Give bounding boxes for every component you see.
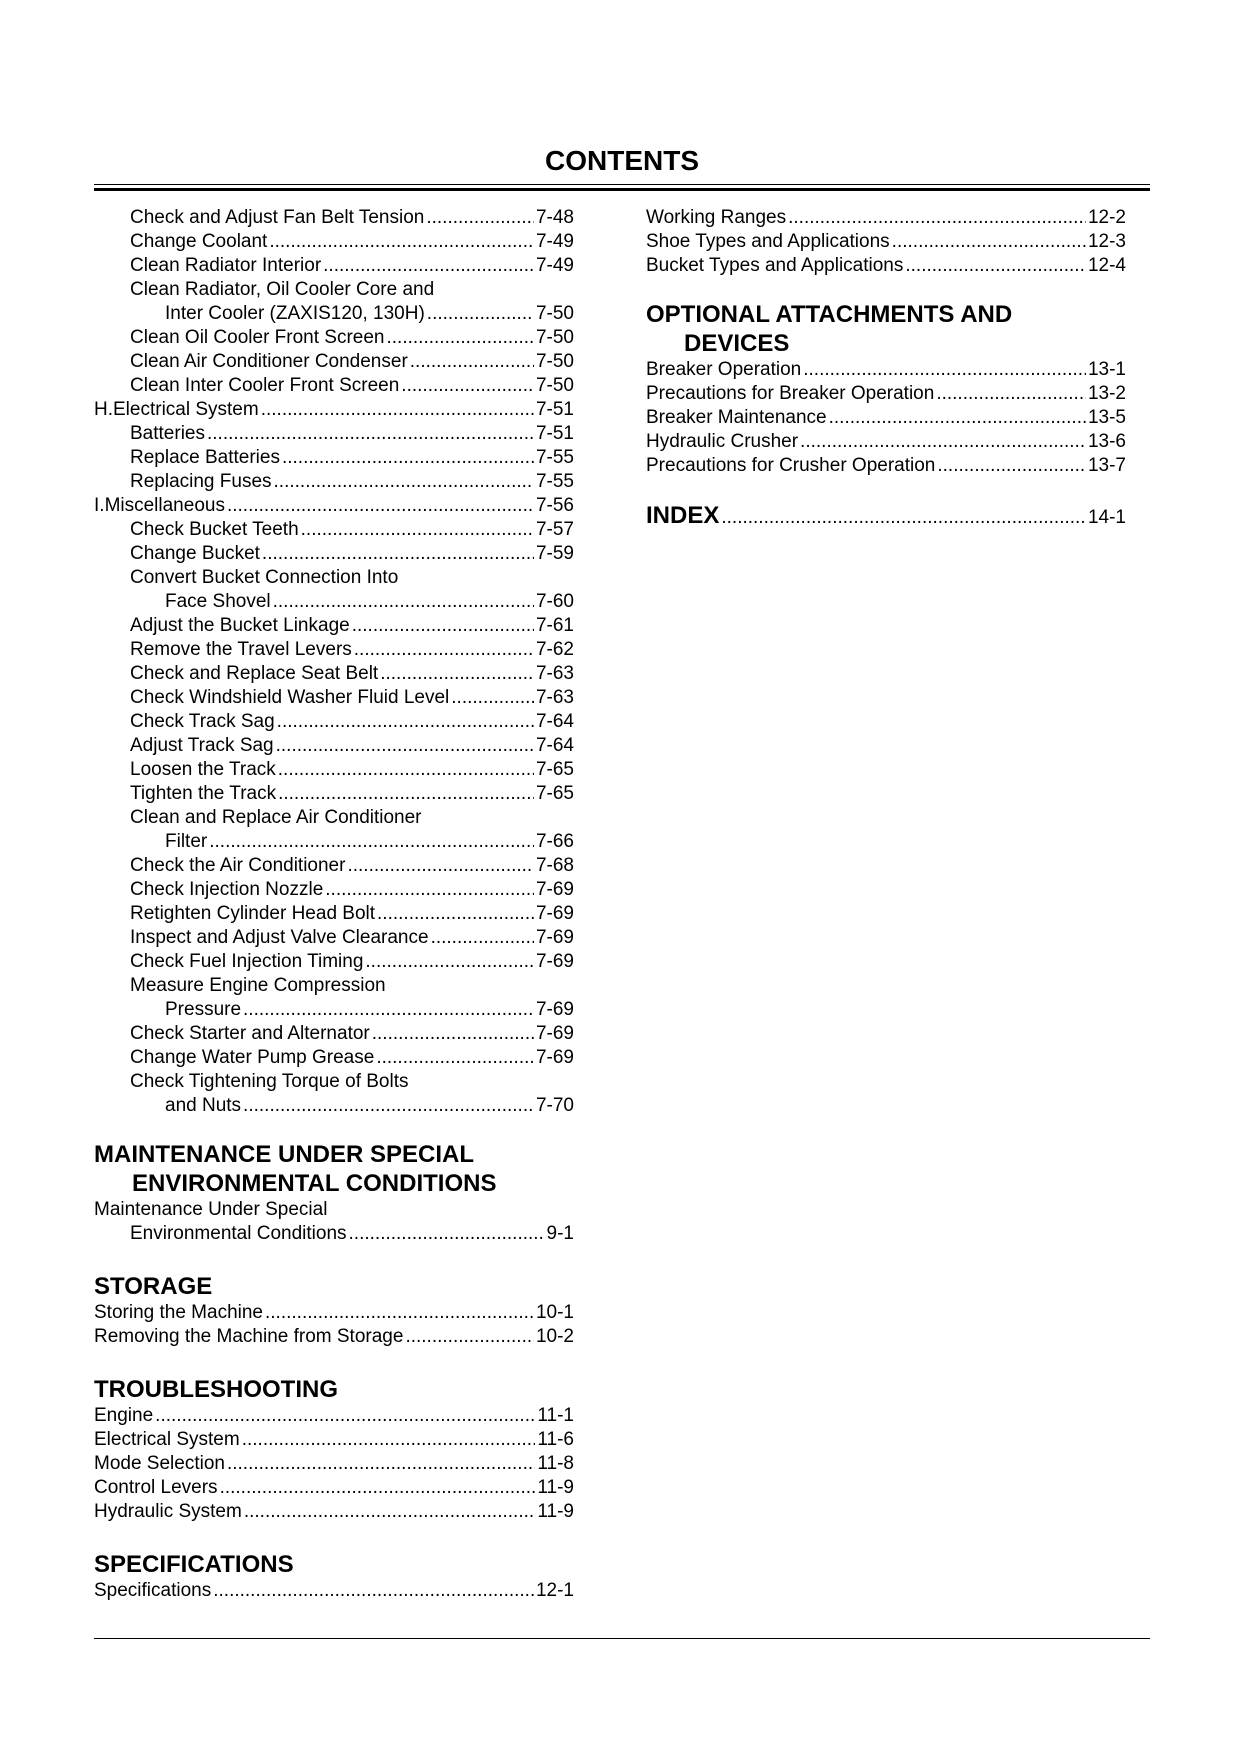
toc-page-number: 13-6	[1087, 431, 1126, 452]
dot-leader	[372, 1022, 534, 1046]
specifications-continued-entries	[646, 206, 1126, 278]
toc-entry[interactable]	[94, 854, 574, 878]
dot-leader	[244, 1500, 536, 1524]
toc-entry-text[interactable]: Clean Radiator, Oil Cooler Core and	[130, 279, 435, 300]
dot-leader	[354, 638, 534, 662]
dot-leader	[405, 1325, 534, 1349]
toc-entry[interactable]	[94, 998, 574, 1022]
toc-entry[interactable]	[94, 1325, 574, 1349]
toc-entry-label: Check Windshield Washer Fluid Level	[130, 687, 450, 708]
toc-entry[interactable]	[94, 422, 574, 446]
toc-page-number: 7-57	[535, 519, 574, 540]
toc-entry-text[interactable]: Measure Engine Compression	[130, 975, 386, 996]
toc-entry[interactable]	[94, 830, 574, 854]
bottom-rule	[94, 1638, 1150, 1639]
toc-page-number: 7-68	[535, 855, 574, 876]
toc-entry-label: Clean Inter Cooler Front Screen	[130, 375, 400, 396]
toc-entry-label: Pressure	[165, 999, 242, 1020]
toc-entry[interactable]	[94, 926, 574, 950]
dot-leader	[451, 686, 534, 710]
dot-leader	[278, 782, 534, 806]
toc-page-number: 7-69	[535, 903, 574, 924]
specifications-section	[94, 1550, 574, 1603]
dot-leader	[323, 254, 534, 278]
section-letter: H.	[94, 399, 113, 420]
toc-entry-text[interactable]: Convert Bucket Connection Into	[130, 567, 399, 588]
toc-page-number: 13-2	[1087, 383, 1126, 404]
toc-entry[interactable]	[646, 358, 1126, 382]
toc-entry[interactable]	[94, 1094, 574, 1118]
dot-leader	[262, 542, 534, 566]
toc-entry-label: Hydraulic System	[94, 1501, 242, 1522]
dot-leader	[347, 854, 534, 878]
toc-page-number: 7-66	[535, 831, 574, 852]
index-entry[interactable]	[646, 502, 1126, 532]
dot-leader	[282, 446, 534, 470]
dot-leader	[377, 902, 534, 926]
toc-entry-label: Change Coolant	[130, 231, 268, 252]
toc-page-number: 7-60	[535, 591, 574, 612]
left-column	[94, 206, 574, 1603]
toc-entry[interactable]	[94, 446, 574, 470]
dot-leader	[213, 1579, 534, 1603]
dot-leader	[721, 504, 1086, 532]
toc-entry-label: Face Shovel	[165, 591, 271, 612]
toc-entry-label: Working Ranges	[646, 207, 787, 228]
toc-entry[interactable]	[646, 206, 1126, 230]
page-title: CONTENTS	[545, 145, 699, 176]
toc-entry-label: Clean Radiator Interior	[130, 255, 322, 276]
toc-entry[interactable]	[94, 686, 574, 710]
dot-leader	[261, 398, 534, 422]
toc-page-number: 10-1	[535, 1302, 574, 1323]
toc-entry-label: and Nuts	[165, 1095, 242, 1116]
dot-leader	[220, 1476, 536, 1500]
top-rule-thin	[94, 184, 1150, 185]
dot-leader	[829, 406, 1086, 430]
toc-entry[interactable]	[94, 374, 574, 398]
dot-leader	[273, 590, 534, 614]
toc-entry-label: Clean Oil Cooler Front Screen	[130, 327, 385, 348]
toc-entry[interactable]	[94, 758, 574, 782]
toc-entry[interactable]	[646, 230, 1126, 254]
toc-entry[interactable]	[94, 590, 574, 614]
toc-entry[interactable]	[94, 1222, 574, 1246]
toc-page-number: 12-3	[1087, 231, 1126, 252]
toc-entry[interactable]	[94, 902, 574, 926]
toc-entry[interactable]	[94, 734, 574, 758]
toc-entry-text[interactable]: Check Tightening Torque of Bolts	[130, 1071, 409, 1092]
top-rule-thick	[94, 188, 1150, 191]
toc-page-number: 7-63	[535, 687, 574, 708]
toc-page-number: 11-9	[537, 1477, 574, 1498]
dot-leader	[242, 1428, 536, 1452]
toc-entry[interactable]	[94, 614, 574, 638]
toc-page-number: 7-48	[535, 207, 574, 228]
toc-page-number: 11-8	[537, 1453, 574, 1474]
right-column	[646, 206, 1126, 532]
dot-leader	[209, 830, 534, 854]
dot-leader	[365, 950, 534, 974]
toc-entry-label: Breaker Maintenance	[646, 407, 827, 428]
toc-entry-label: Shoe Types and Applications	[646, 231, 890, 252]
toc-page-number: 7-50	[535, 303, 574, 324]
toc-page-number: 7-49	[535, 255, 574, 276]
toc-entry-label: Electrical System	[113, 399, 259, 420]
toc-entry-label: Specifications	[94, 1580, 212, 1601]
toc-entry-label: Adjust Track Sag	[130, 735, 274, 756]
dot-leader	[376, 1046, 534, 1070]
toc-entry[interactable]	[646, 454, 1126, 478]
toc-entry[interactable]	[94, 542, 574, 566]
dot-leader	[352, 614, 534, 638]
toc-entry-label: Precautions for Crusher Operation	[646, 455, 936, 476]
toc-entry-label: Retighten Cylinder Head Bolt	[130, 903, 376, 924]
toc-entry-label: Removing the Machine from Storage	[94, 1326, 404, 1347]
toc-page-number: 7-69	[535, 1047, 574, 1068]
dot-leader	[243, 998, 534, 1022]
toc-page-number: 7-65	[535, 783, 574, 804]
toc-entry-label: Remove the Travel Levers	[130, 639, 352, 660]
toc-entry[interactable]	[94, 1022, 574, 1046]
toc-page-number: 7-50	[535, 351, 574, 372]
toc-entry[interactable]	[94, 1046, 574, 1070]
optional-attachments-entries	[646, 358, 1126, 478]
section-heading-cont: DEVICES	[684, 330, 790, 357]
dot-leader	[155, 1404, 535, 1428]
storage-entries	[94, 1301, 574, 1349]
toc-entry-label: Clean Air Conditioner Condenser	[130, 351, 408, 372]
dot-leader	[277, 710, 534, 734]
toc-entry-label: Engine	[94, 1405, 154, 1426]
dot-leader	[207, 422, 534, 446]
toc-entry-text[interactable]: Maintenance Under Special	[94, 1199, 328, 1220]
toc-page-number: 13-1	[1087, 359, 1126, 380]
dot-leader	[892, 230, 1086, 254]
troubleshooting-section	[94, 1375, 574, 1524]
toc-page-number: 7-69	[535, 999, 574, 1020]
toc-entry-label: Control Levers	[94, 1477, 218, 1498]
toc-entry-label: Mode Selection	[94, 1453, 225, 1474]
toc-entry[interactable]	[646, 430, 1126, 454]
toc-page-number: 7-62	[535, 639, 574, 660]
toc-page-number: 7-49	[535, 231, 574, 252]
dot-leader	[349, 1222, 545, 1246]
index-label: INDEX	[646, 502, 720, 529]
maintenance-entries	[94, 206, 574, 1118]
toc-entry-label: Electrical System	[94, 1429, 240, 1450]
toc-page-number: 7-69	[535, 951, 574, 972]
toc-entry[interactable]	[94, 1452, 574, 1476]
dot-leader	[427, 302, 534, 326]
toc-page-number: 7-65	[535, 759, 574, 780]
toc-page-number: 11-1	[537, 1405, 574, 1426]
toc-page-number: 7-59	[535, 543, 574, 564]
toc-page-number: 11-6	[537, 1429, 574, 1450]
toc-entry-label: Adjust the Bucket Linkage	[130, 615, 350, 636]
section-heading: STORAGE	[94, 1273, 213, 1300]
toc-page-number: 7-55	[535, 471, 574, 492]
section-heading: MAINTENANCE UNDER SPECIAL	[94, 1141, 475, 1168]
toc-entry[interactable]	[94, 1476, 574, 1500]
toc-page-number: 7-69	[535, 879, 574, 900]
toc-entry-label: Batteries	[130, 423, 205, 444]
dot-leader	[401, 374, 534, 398]
toc-entry-label: Replacing Fuses	[130, 471, 272, 492]
toc-entry-label: Check the Air Conditioner	[130, 855, 346, 876]
dot-leader	[387, 326, 534, 350]
toc-entry[interactable]	[94, 1579, 574, 1603]
toc-entry[interactable]	[94, 254, 574, 278]
toc-entry[interactable]	[94, 350, 574, 374]
toc-entry-label: Check Bucket Teeth	[130, 519, 299, 540]
toc-entry-label: Breaker Operation	[646, 359, 802, 380]
toc-entry-label: Bucket Types and Applications	[646, 255, 904, 276]
toc-entry[interactable]	[94, 494, 574, 518]
toc-entry[interactable]	[94, 878, 574, 902]
toc-entry-label: Miscellaneous	[104, 495, 225, 516]
toc-entry-label: Hydraulic Crusher	[646, 431, 799, 452]
toc-entry[interactable]	[94, 230, 574, 254]
toc-entry[interactable]	[94, 206, 574, 230]
toc-page-number: 7-51	[535, 399, 574, 420]
toc-page-number: 7-63	[535, 663, 574, 684]
toc-entry-label: Check and Adjust Fan Belt Tension	[130, 207, 425, 228]
toc-page-number: 7-55	[535, 447, 574, 468]
toc-entry-label: Check and Replace Seat Belt	[130, 663, 379, 684]
toc-page-number: 13-5	[1087, 407, 1126, 428]
toc-entry[interactable]	[94, 782, 574, 806]
toc-page-number: 9-1	[546, 1223, 574, 1244]
toc-entry-text[interactable]: Clean and Replace Air Conditioner	[130, 807, 422, 828]
dot-leader	[426, 206, 534, 230]
dot-leader	[325, 878, 534, 902]
toc-entry[interactable]	[646, 254, 1126, 278]
optional-attachments-section	[646, 300, 1126, 478]
toc-page-number: 7-50	[535, 327, 574, 348]
toc-entry[interactable]	[94, 1500, 574, 1524]
section-heading: OPTIONAL ATTACHMENTS AND	[646, 301, 1013, 328]
toc-page-number: 7-51	[535, 423, 574, 444]
dot-leader	[301, 518, 534, 542]
toc-entry[interactable]	[94, 326, 574, 350]
toc-page-number: 7-64	[535, 735, 574, 756]
dot-leader	[265, 1301, 534, 1325]
toc-page-number: 7-61	[535, 615, 574, 636]
section-heading: SPECIFICATIONS	[94, 1551, 294, 1578]
toc-entry[interactable]	[94, 1301, 574, 1325]
toc-entry-label: Replace Batteries	[130, 447, 280, 468]
toc-entry-label: Inter Cooler (ZAXIS120, 130H)	[165, 303, 425, 324]
dot-leader	[269, 230, 534, 254]
toc-entry-label: Environmental Conditions	[130, 1223, 347, 1244]
toc-entry-label: Check Injection Nozzle	[130, 879, 324, 900]
troubleshooting-entries	[94, 1404, 574, 1524]
toc-page-number: 12-1	[535, 1580, 574, 1601]
toc-page-number: 7-70	[535, 1095, 574, 1116]
toc-entry[interactable]	[94, 518, 574, 542]
dot-leader	[410, 350, 534, 374]
toc-entry-label: Filter	[165, 831, 208, 852]
toc-entry[interactable]	[646, 406, 1126, 430]
toc-entry[interactable]	[94, 710, 574, 734]
toc-page-number: 7-56	[535, 495, 574, 516]
toc-entry-label: Precautions for Breaker Operation	[646, 383, 935, 404]
section-letter: I.	[94, 495, 105, 516]
section-heading-cont: ENVIRONMENTAL CONDITIONS	[132, 1170, 497, 1197]
toc-entry[interactable]	[94, 1428, 574, 1452]
toc-page-number: 7-50	[535, 375, 574, 396]
dot-leader	[800, 430, 1086, 454]
toc-entry[interactable]	[94, 662, 574, 686]
toc-entry[interactable]	[94, 302, 574, 326]
dot-leader	[431, 926, 534, 950]
dot-leader	[227, 494, 534, 518]
dot-leader	[937, 454, 1086, 478]
dot-leader	[803, 358, 1086, 382]
toc-entry-label: Change Water Pump Grease	[130, 1047, 375, 1068]
toc-page-number: 12-2	[1087, 207, 1126, 228]
section-heading: TROUBLESHOOTING	[94, 1376, 338, 1403]
toc-entry-label: Tighten the Track	[130, 783, 277, 804]
toc-entry-label: Loosen the Track	[130, 759, 276, 780]
toc-entry-label: Check Track Sag	[130, 711, 275, 732]
dot-leader	[278, 758, 534, 782]
toc-page-number: 7-69	[535, 1023, 574, 1044]
toc-page-number: 13-7	[1087, 455, 1126, 476]
toc-page-number: 12-4	[1087, 255, 1126, 276]
toc-entry[interactable]	[646, 382, 1126, 406]
toc-page-number: 10-2	[535, 1326, 574, 1347]
toc-entry-label: Storing the Machine	[94, 1302, 263, 1323]
storage-section	[94, 1272, 574, 1349]
dot-leader	[243, 1094, 534, 1118]
toc-entry-label: Change Bucket	[130, 543, 260, 564]
toc-page-number: 14-1	[1087, 507, 1126, 528]
toc-entry[interactable]	[94, 950, 574, 974]
toc-page-number: 11-9	[537, 1501, 574, 1522]
dot-leader	[905, 254, 1086, 278]
toc-page-number: 7-69	[535, 927, 574, 948]
toc-page-number: 7-64	[535, 711, 574, 732]
maintenance-special-section	[94, 1140, 574, 1246]
toc-entry[interactable]	[94, 638, 574, 662]
dot-leader	[276, 734, 534, 758]
toc-entry[interactable]	[94, 470, 574, 494]
toc-entry[interactable]	[94, 398, 574, 422]
toc-entry-label: Check Starter and Alternator	[130, 1023, 370, 1044]
dot-leader	[936, 382, 1086, 406]
specifications-entries	[94, 1579, 574, 1603]
dot-leader	[788, 206, 1086, 230]
toc-entry-label: Check Fuel Injection Timing	[130, 951, 364, 972]
dot-leader	[380, 662, 534, 686]
dot-leader	[274, 470, 534, 494]
dot-leader	[227, 1452, 535, 1476]
toc-entry-label: Inspect and Adjust Valve Clearance	[130, 927, 429, 948]
toc-entry[interactable]	[94, 1404, 574, 1428]
